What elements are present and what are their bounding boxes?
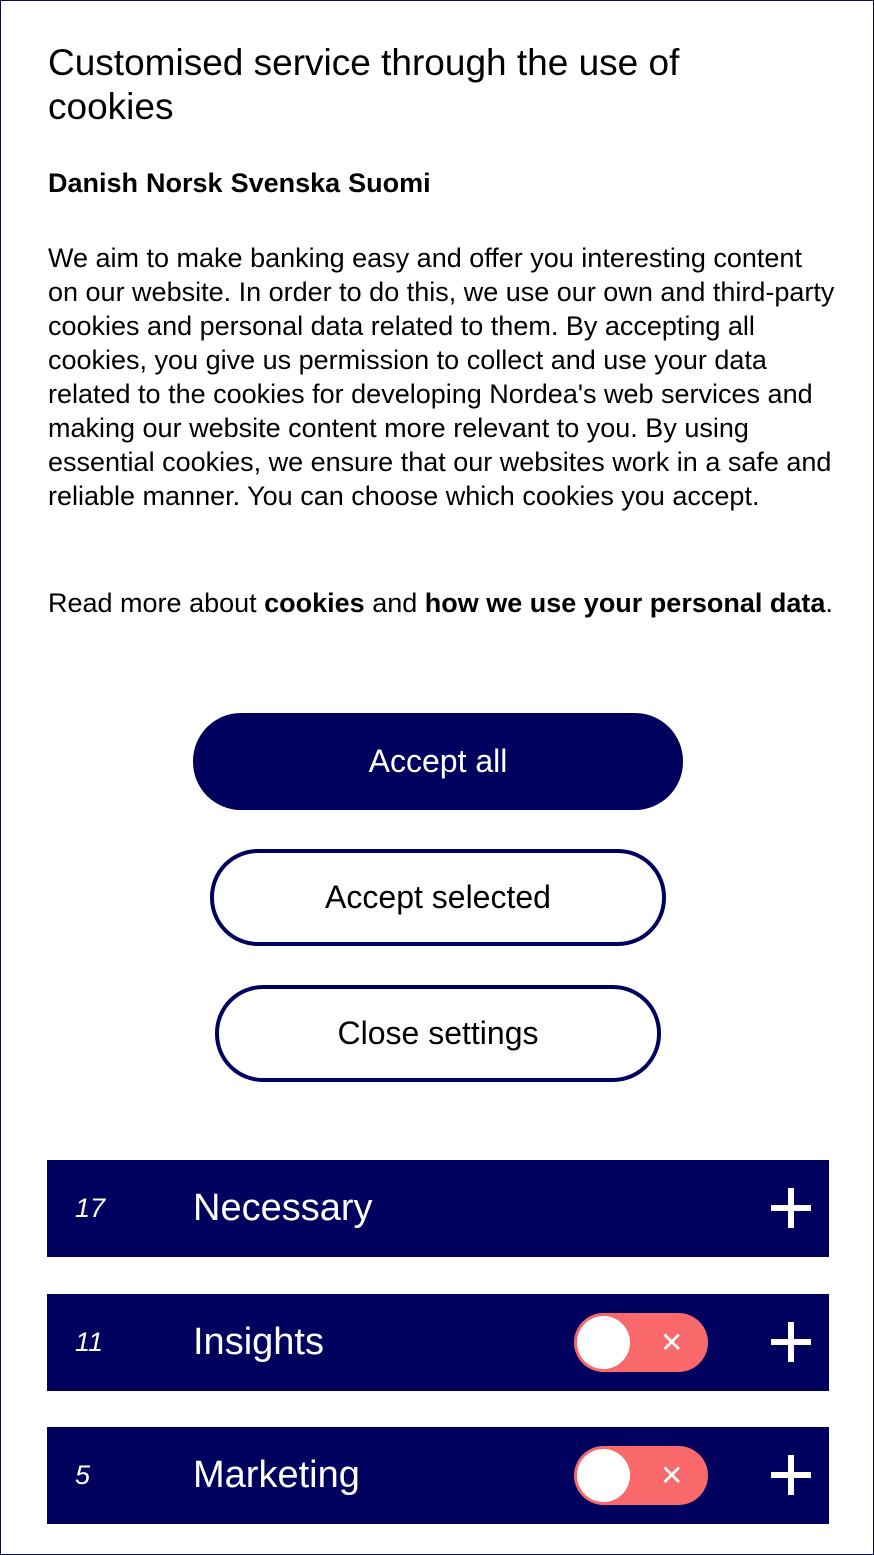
accept-selected-button[interactable]: Accept selected (210, 849, 666, 946)
category-label: Marketing (193, 1454, 360, 1496)
language-link-svenska[interactable]: Svenska (230, 168, 341, 198)
toggle-knob (577, 1316, 630, 1369)
cookies-link[interactable]: cookies (264, 588, 365, 618)
read-more-text (48, 586, 838, 620)
plus-icon[interactable] (771, 1455, 811, 1495)
plus-icon[interactable] (771, 1188, 811, 1228)
category-marketing[interactable] (47, 1427, 829, 1524)
language-links (48, 168, 439, 199)
intro-text: We aim to make banking easy and offer you interesting content on our website. In order to do this, we use our own and third-party cookies and personal data related to them. By accepting all cookies, you give us permission to collect and use your data related to the cookies for developing Nordea's web services and making our website content more relevant to you. By using essential cookies, we ensure that our websites work in a safe and reliable manner. You can choose which cookies you accept. (48, 243, 835, 511)
plus-icon[interactable] (771, 1322, 811, 1362)
insights-toggle[interactable] (574, 1313, 708, 1372)
accept-all-button[interactable]: Accept all (193, 713, 683, 810)
category-necessary[interactable] (47, 1160, 829, 1257)
x-icon: ✕ (660, 1327, 684, 1358)
toggle-knob (577, 1449, 630, 1502)
category-label: Insights (193, 1321, 324, 1363)
marketing-toggle[interactable] (574, 1446, 708, 1505)
category-count: 11 (75, 1327, 104, 1357)
dialog-title: Customised service through the use of cookies (48, 42, 680, 127)
x-icon: ✕ (660, 1460, 684, 1491)
category-insights[interactable] (47, 1294, 829, 1391)
category-label: Necessary (193, 1187, 373, 1229)
category-count: 17 (75, 1193, 106, 1223)
language-link-suomi[interactable]: Suomi (348, 168, 431, 198)
language-link-norsk[interactable]: Norsk (146, 168, 223, 198)
personal-data-link[interactable]: how we use your personal data (424, 588, 826, 618)
read-more-middle: and (364, 588, 425, 618)
read-more-suffix: . (825, 588, 833, 618)
category-count: 5 (75, 1460, 91, 1490)
language-link-danish[interactable]: Danish (48, 168, 139, 198)
close-settings-button[interactable]: Close settings (215, 985, 661, 1082)
read-more-prefix: Read more about (48, 588, 265, 618)
